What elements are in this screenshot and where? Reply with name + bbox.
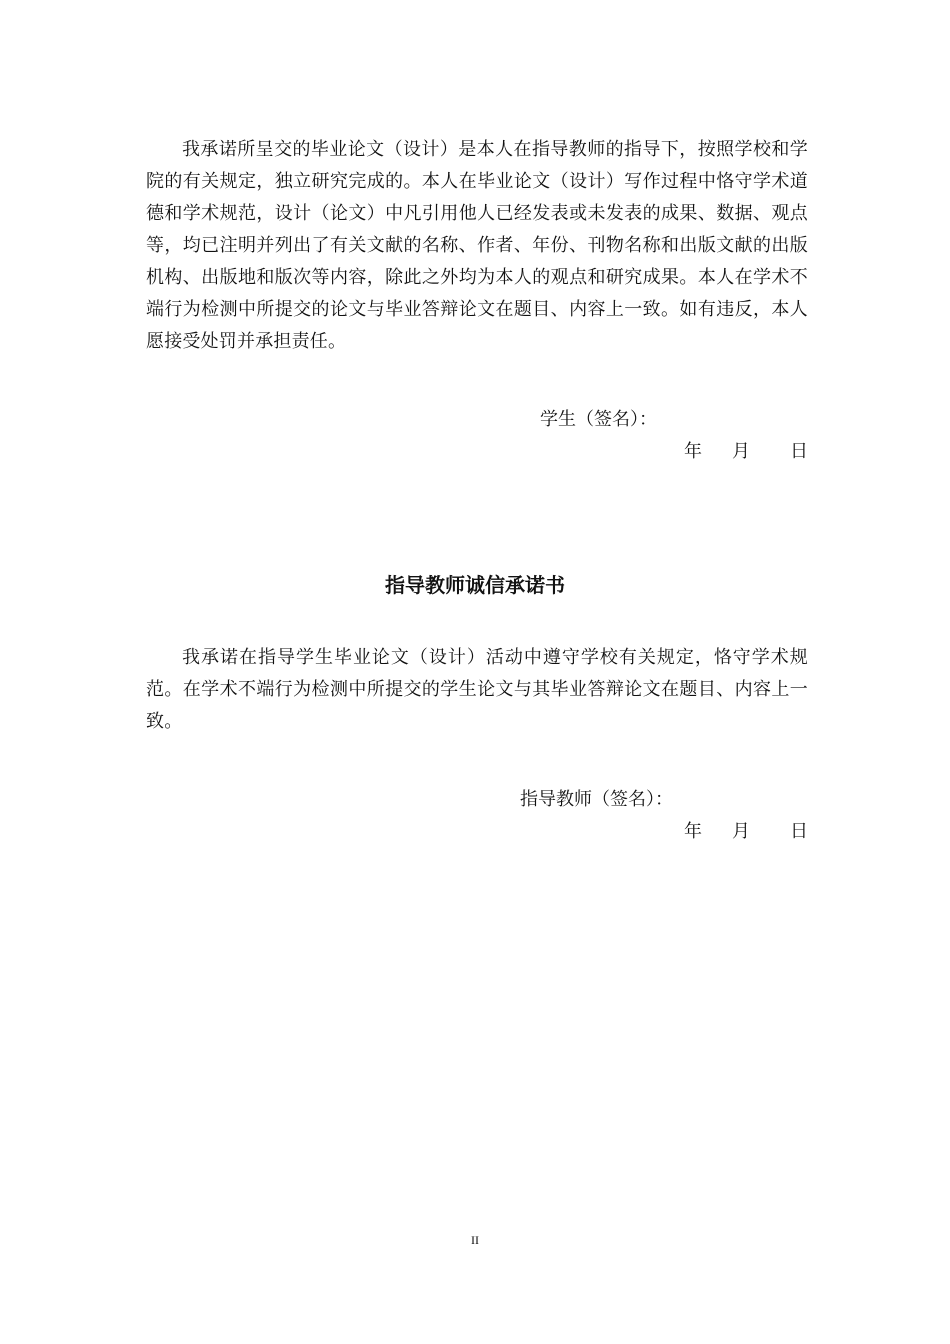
student-date-month: 月 [732,441,750,462]
student-pledge-paragraph: 我承诺所呈交的毕业论文（设计）是本人在指导教师的指导下，按照学校和学院的有关规定，独立研究完成的。本人在毕业论文（设计）写作过程中恪守学术道德和学术规范，设计（论文）中凡引用他人已经发表或未发表的成果、数据、观点等，均已注明并列出了有关文献的名称、作者、年份、刊物名称和出版文献的出版机构、出版地和版次等内容，除此之外均为本人的观点和研究成果。本人在学术不端行为检测中所提交的论文与毕业答辩论文在题目、内容上一致。如有违反，本人愿接受处罚并承担责任。 [146,139,808,352]
teacher-date-year: 年 [684,821,702,842]
teacher-date-day: 日 [790,821,808,842]
page-number: II [471,1233,479,1247]
student-date-year: 年 [684,441,702,462]
teacher-signature-label: 指导教师（签名）： [520,789,673,810]
teacher-date-month: 月 [732,821,750,842]
teacher-pledge-title: 指导教师诚信承诺书 [385,573,565,597]
student-date-day: 日 [790,441,808,462]
teacher-pledge-paragraph: 我承诺在指导学生毕业论文（设计）活动中遵守学校有关规定，恪守学术规范。在学术不端行为检测中所提交的学生论文与其毕业答辩论文在题目、内容上一致。 [146,647,808,732]
student-signature-label: 学生（签名）： [540,409,657,430]
